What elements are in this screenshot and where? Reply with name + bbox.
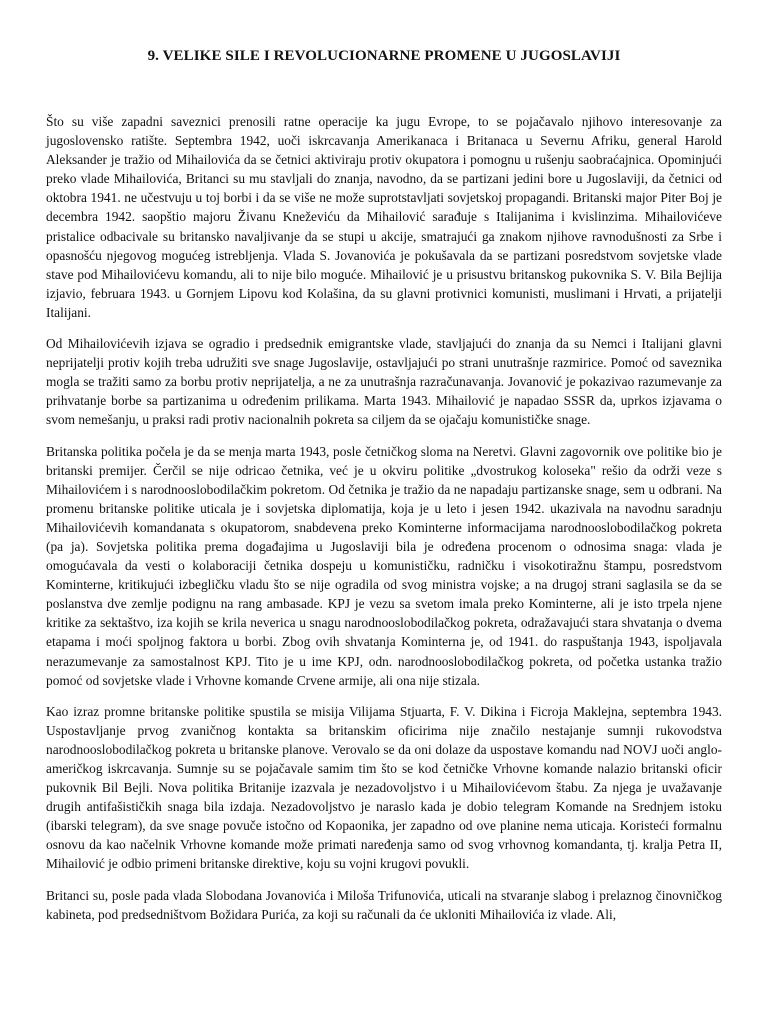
paragraph: Kao izraz promne britanske politike spustila se misija Vilijama Stjuarta, F. V. Dikina i Ficroja Maklejna, septembra 1943. Uspostavljanje prvog zvaničnog kontakta sa britanskim oficirima nije značilo nestajanje sumnji rukovodstva narodnooslobodilačkog pokreta u britanske planove. Verovalo se da oni dolaze da uspostave komandu nad NOVJ uoči anglo-američkog iskrcavanja. Sumnje su se pojačavale samim tim što se kod četničke Vrhovne komande nalazio britanski oficir pukovnik Bil Bejli. Nova politika Britanije izazvala je nezadovoljstvo i u Mihailovićevom štabu. Za njega je uvažavanje drugih antifašističkih snaga bila izdaja. Nezadovoljstvo je naraslo kada je dobio telegram Komande na Srednjem istoku (ibarski telegram), da sve snage povuče istočno od Kopaonika, jer zapadno od ove planine nema uticaja. Koristeći formalnu osnovu da kao načelnik Vrhovne komande može primati naređenja samo od svog vrhovnog komandanta, tj. kralja Petra II, Mihailović je odbio primeni britanske direktive, koju su vojni krugovi povukli.	[46, 703, 722, 872]
paragraph: Od Mihailovićevih izjava se ogradio i predsednik emigrantske vlade, stavljajući do znanja da su Nemci i Italijani glavni neprijatelji protiv kojih treba udružiti sve snage Jugoslavije, ostavljajući po strani unutrašnje razmirice. Pomoć od saveznika mogla se tražiti samo za borbu protiv neprijatelja, a ne za unutrašnja razračunavanja. Jovanović je pokazivao razumevanje za prihvatanje borbe sa partizanima u određenim prilikama. Marta 1943. Mihailović je napadao SSSR da, uprkos izjavama o svom nemešanju, u praksi radi protiv nacionalnih pokreta sa ciljem da se ojačaju komunističke snage.	[46, 336, 722, 428]
paragraph: Britanci su, posle pada vlada Slobodana Jovanovića i Miloša Trifunovića, uticali na stvaranje slabog i prelaznog činovničkog kabineta, pod predsedništvom Božidara Purića, za koji su računali da će ukloniti Mihailovića iz vlade. Ali,	[46, 887, 722, 922]
paragraph: Što su više zapadni saveznici prenosili ratne operacije ka jugu Evrope, to se pojačavalo njihovo interesovanje za jugoslovensko ratište. Septembra 1942, uoči iskrcavanja Amerikanaca i Britanaca u Severnu Afriku, general Harold Aleksander je tražio od Mihailovića da se četnici aktiviraju protiv okupatora i pomognu u rušenju saobraćajnica. Opominjući preko vlade Mihailovića, Britanci su mu stavljali do znanja, navodno, da se partizani jedini bore u Jugoslaviji, da četnici od oktobra 1941. ne učestvuju u toj borbi i da se više ne može suprotstavljati sovjetskoj propagandi. Britanski major Piter Boj je decembra 1942. saopštio majoru Živanu Kneževiću da Mihailović sarađuje s Italijanima i kvislinzima. Mihailovićeve pristalice odbacivale su britansko navaljivanje da se stupi u akcije, smatrajući ga znakom njihove ravnodušnosti za Srbe i opasnošću njegovog mogućeg istrebljenja. Vlada S. Jovanovića je pokušavala da se partizani posredstvom sovjetske vlade stave pod Mihailovićevu komandu, ali to nije bilo moguće. Mihailović je u prisustvu britanskog pukovnika S. V. Bila Bejlija izjavio, februara 1943. u Gornjem Lipovu kod Kolašina, da su glavni protivnici komunisti, muslimani i Hrvati, a prijatelji Italijani.	[46, 114, 722, 320]
document-body	[46, 112, 722, 924]
paragraph: Britanska politika počela je da se menja marta 1943, posle četničkog sloma na Neretvi. Glavni zagovornik ove politike bio je britanski premijer. Čerčil se nije odricao četnika, već je u okviru politike „dvostrukog koloseka" rešio da održi veze s Mihailovićem i s narodnooslobodilačkim pokretom. Od četnika je tražio da ne napadaju partizanske snage, sem u odbrani. Na promenu britanske politike uticala je i sovjetska diplomatija, koja je u leto i jesen 1942. ukazivala na navodnu saradnju Mihailovićevih komandanata s okupatorom, snabdevena preko Kominterne informacijama narodnooslobodilačkog pokreta (pa ja). Sovjetska politika prema događajima u Jugoslaviji bila je određena procenom o odnosima snaga: vlada je omogućavala da vesti o kolaboraciji četnika dospeju u komunističku, radničku i visokotiražnu štampu, posredstvom Kominterne, kritikujući izbegličku vladu što se nije ogradila od svog ministra vojske; a na drugoj strani saglasila se da se poslanstva dve zemlje podignu na rang ambasade. KPJ je vezu sa svetom imala preko Kominterne, ali je isto trpela njene kritike za sektaštvo, iza kojih se krila neverica u snagu narodnooslobodilačkog pokreta, odražavajući stara shvatanja o dvema etapama i moći spoljnog faktora u borbi. Zbog ovih shvatanja Kominterna je, od 1941. do raspuštanja 1943, ispoljavala nerazumevanje za samostalnost KPJ. Tito je u ime KPJ, odn. narodnooslobodilačkog pokreta, od početka ustanka tražio pomoć od sovjetske vlade i Vrhovne komande Crvene armije, ali ona nije stizala.	[46, 443, 722, 688]
page-title: 9. VELIKE SILE I REVOLUCIONARNE PROMENE U JUGOSLAVIJI	[147, 48, 621, 64]
